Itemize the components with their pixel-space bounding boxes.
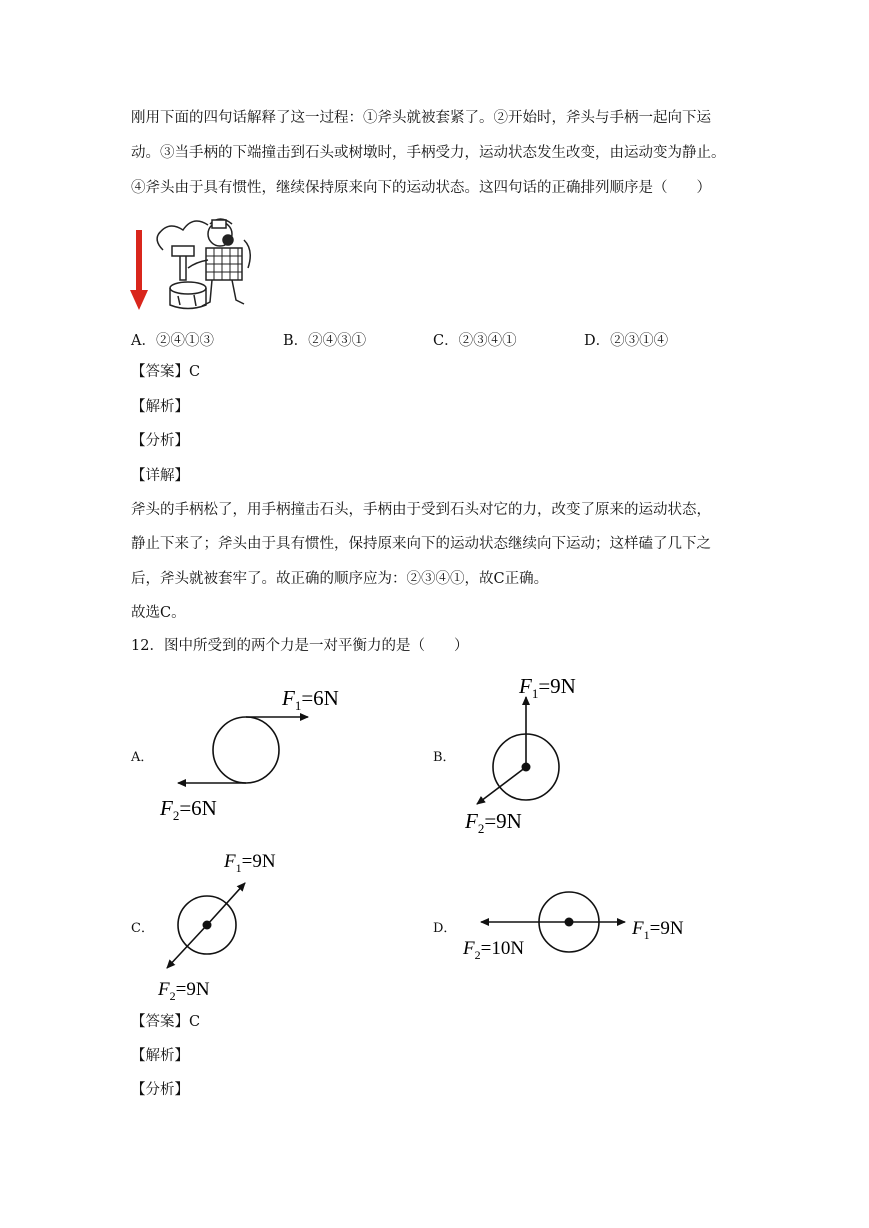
force-a-f1: 6N <box>313 686 339 710</box>
q12-stem: 12．图中所受到的两个力是一对平衡力的是（ ） <box>131 638 469 654</box>
force-d-f1: 9N <box>660 918 684 939</box>
woodcutter-illustration <box>157 219 250 309</box>
q11-stem-line-1: 刚用下面的四句话解释了这一过程：①斧头就被套紧了。②开始时，斧头与手柄一起向下运 <box>131 110 711 126</box>
svg-text:F1=9N: $F_1=9N$ <box>632 918 684 942</box>
q12-figure-c <box>150 845 310 1000</box>
force-c-f2: 9N <box>186 979 210 1000</box>
q11-option-b: B．②④③① <box>283 333 367 349</box>
q12-figure-a <box>150 675 360 825</box>
svg-text:F2=9N: $F_2=9N$ <box>158 979 210 1000</box>
q12-figure-d <box>455 880 700 960</box>
q11-option-c: C．②③④① <box>433 333 517 349</box>
q11-stem-line-2: 动。③当手柄的下端撞击到石头或树墩时，手柄受力，运动状态发生改变，由运动变为静止。 <box>131 145 726 161</box>
q12-analysis-heading: 【解析】 <box>131 1048 189 1064</box>
svg-text:F1=6N: $F_1=6N$ <box>282 686 339 713</box>
q11-option-a: A．②④①③ <box>131 333 214 349</box>
svg-text:F2=6N: $F_2=6N$ <box>160 796 217 823</box>
q11-detail-line-3: 后，斧头就被套牢了。故正确的顺序应为：②③④①，故C正确。 <box>131 571 549 587</box>
q11-detail-line-1: 斧头的手柄松了，用手柄撞击石头，手柄由于受到石头对它的力，改变了原来的运动状态， <box>131 502 711 518</box>
q12-fig-d-label: D． <box>433 921 457 936</box>
svg-text:F1=9N: $F_1=9N$ <box>519 674 576 701</box>
woodcutter-figure <box>128 210 278 315</box>
q12-fig-a-label: A． <box>131 750 154 765</box>
force-c-f1: 9N <box>252 851 276 872</box>
force-b-f2: 9N <box>496 809 522 833</box>
q11-answer: 【答案】C <box>131 364 201 380</box>
q12-fenxi-heading: 【分析】 <box>131 1082 189 1098</box>
svg-text:F2=9N: $F_2=9N$ <box>465 809 522 835</box>
q11-conclusion: 故选C。 <box>131 605 186 621</box>
force-d-f2: 10N <box>491 938 525 959</box>
force-a-f2: 6N <box>191 796 217 820</box>
q11-stem-line-3: ④斧头由于具有惯性，继续保持原来向下的运动状态。这四句话的正确排列顺序是（ ） <box>131 180 711 196</box>
q11-option-d: D．②③①④ <box>584 333 669 349</box>
q12-figure-b <box>455 670 625 835</box>
force-b-f1: 9N <box>550 674 576 698</box>
q12-answer: 【答案】C <box>131 1014 201 1030</box>
q11-analysis-heading: 【解析】 <box>131 399 189 415</box>
svg-text:F2=10N: $F_2=10N$ <box>463 938 525 960</box>
q11-detail-heading: 【详解】 <box>131 468 189 484</box>
down-arrow-icon <box>130 230 148 310</box>
q12-fig-c-label: C． <box>131 921 154 936</box>
q12-fig-b-label: B． <box>433 750 456 765</box>
svg-text:F1=9N: $F_1=9N$ <box>224 851 276 875</box>
q11-detail-line-2: 静止下来了；斧头由于具有惯性，保持原来向下的运动状态继续向下运动；这样磕了几下之 <box>131 536 711 552</box>
q11-fenxi-heading: 【分析】 <box>131 433 189 449</box>
